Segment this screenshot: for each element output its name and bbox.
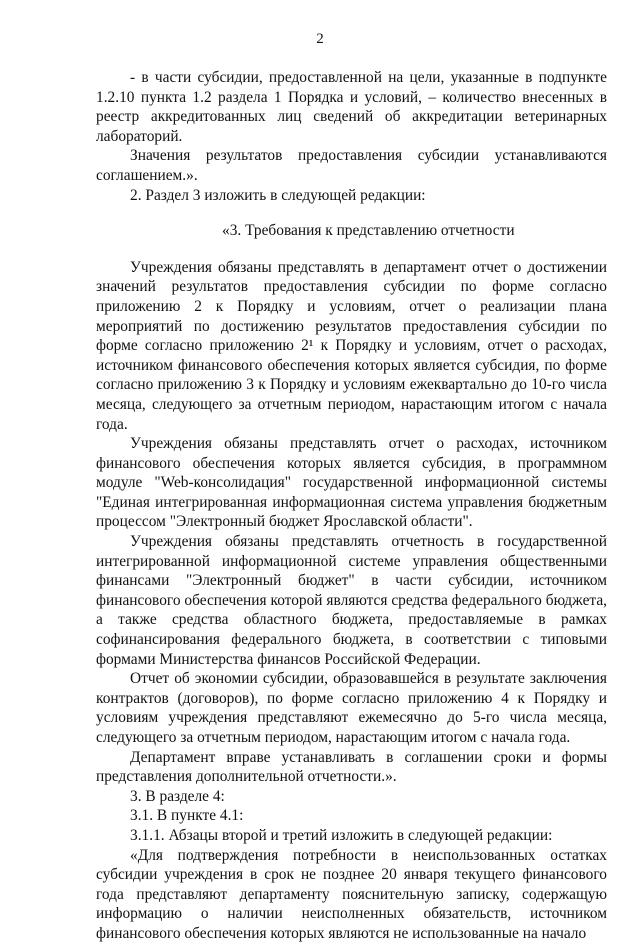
paragraph: Учреждения обязаны представлять в департамент отчет о достижении значений результатов предоставления субсидии по форме согласно приложению 2 к Порядку и условиям, отчет о реализации плана мероприятий по достижению результатов предоставления субсидии по форме согласно приложению 2¹ к Порядку и условиям, отчет о расходах, источником финансового обеспечения которых является субсидия, по форме согласно приложению 3 к Порядку и условиям ежеквартально до 10-го числа месяца, следующего за отчетным периодом, нарастающим итогом с начала года. [96,258,607,433]
page-number: 2 [316,31,324,47]
paragraph: Учреждения обязаны представлять отчетность в государственной интегрированной информационной системе управления общественными финансами "Электронный бюджет" в части субсидии, источником финансового обеспечения которой являются средства федерального бюджета, а также средства областного бюджета, предоставляемые в рамках софинансирования федерального бюджета, в соответствии с типовыми формами Министерства финансов Российской Федерации. [96,533,607,668]
paragraph: Отчет об экономии субсидии, образовавшейся в результате заключения контрактов (договоров), по форме согласно приложению 4 к Порядку и условиям учреждения представляют ежемесячно до 5-го числа месяца, следующего за отчетным периодом, нарастающим итогом с начала года. [96,670,607,746]
paragraph: - в части субсидии, предоставленной на цели, указанные в подпункте 1.2.10 пункта 1.2 раздела 1 Порядка и условий, – количество внесенных в реестр аккредитованных лиц сведений об аккредитации ветеринарных лабораторий. [96,69,607,145]
paragraph: 2. Раздел 3 изложить в следующей редакции: [130,186,426,204]
document-body [96,68,607,944]
paragraph: 3.1. В пункте 4.1: [130,807,244,825]
paragraph: Учреждения обязаны представлять отчет о расходах, источником финансового обеспечения которых является субсидия, в программном модуле "Web-консолидация" государственной информационной системы "Единая интегрированная информационная система управления бюджетным процессом "Электронный бюджет Ярославской области". [96,435,607,531]
paragraph: Значения результатов предоставления субсидии устанавливаются соглашением.». [96,147,607,184]
section-heading: «3. Требования к представлению отчетности [222,222,515,240]
paragraph: 3.1.1. Абзацы второй и третий изложить в следующей редакции: [130,826,553,844]
paragraph: Департамент вправе устанавливать в соглашении сроки и формы представления дополнительной отчетности.». [96,748,607,786]
paragraph: «Для подтверждения потребности в неиспользованных остатках субсидии учреждения в срок не позднее 20 января текущего финансового года представляют департаменту пояснительную записку, содержащую информацию о наличии неисполненных обязательств, источником финансового обеспечения которых являются не использованные на начало [96,846,607,942]
paragraph: 3. В разделе 4: [130,787,225,805]
